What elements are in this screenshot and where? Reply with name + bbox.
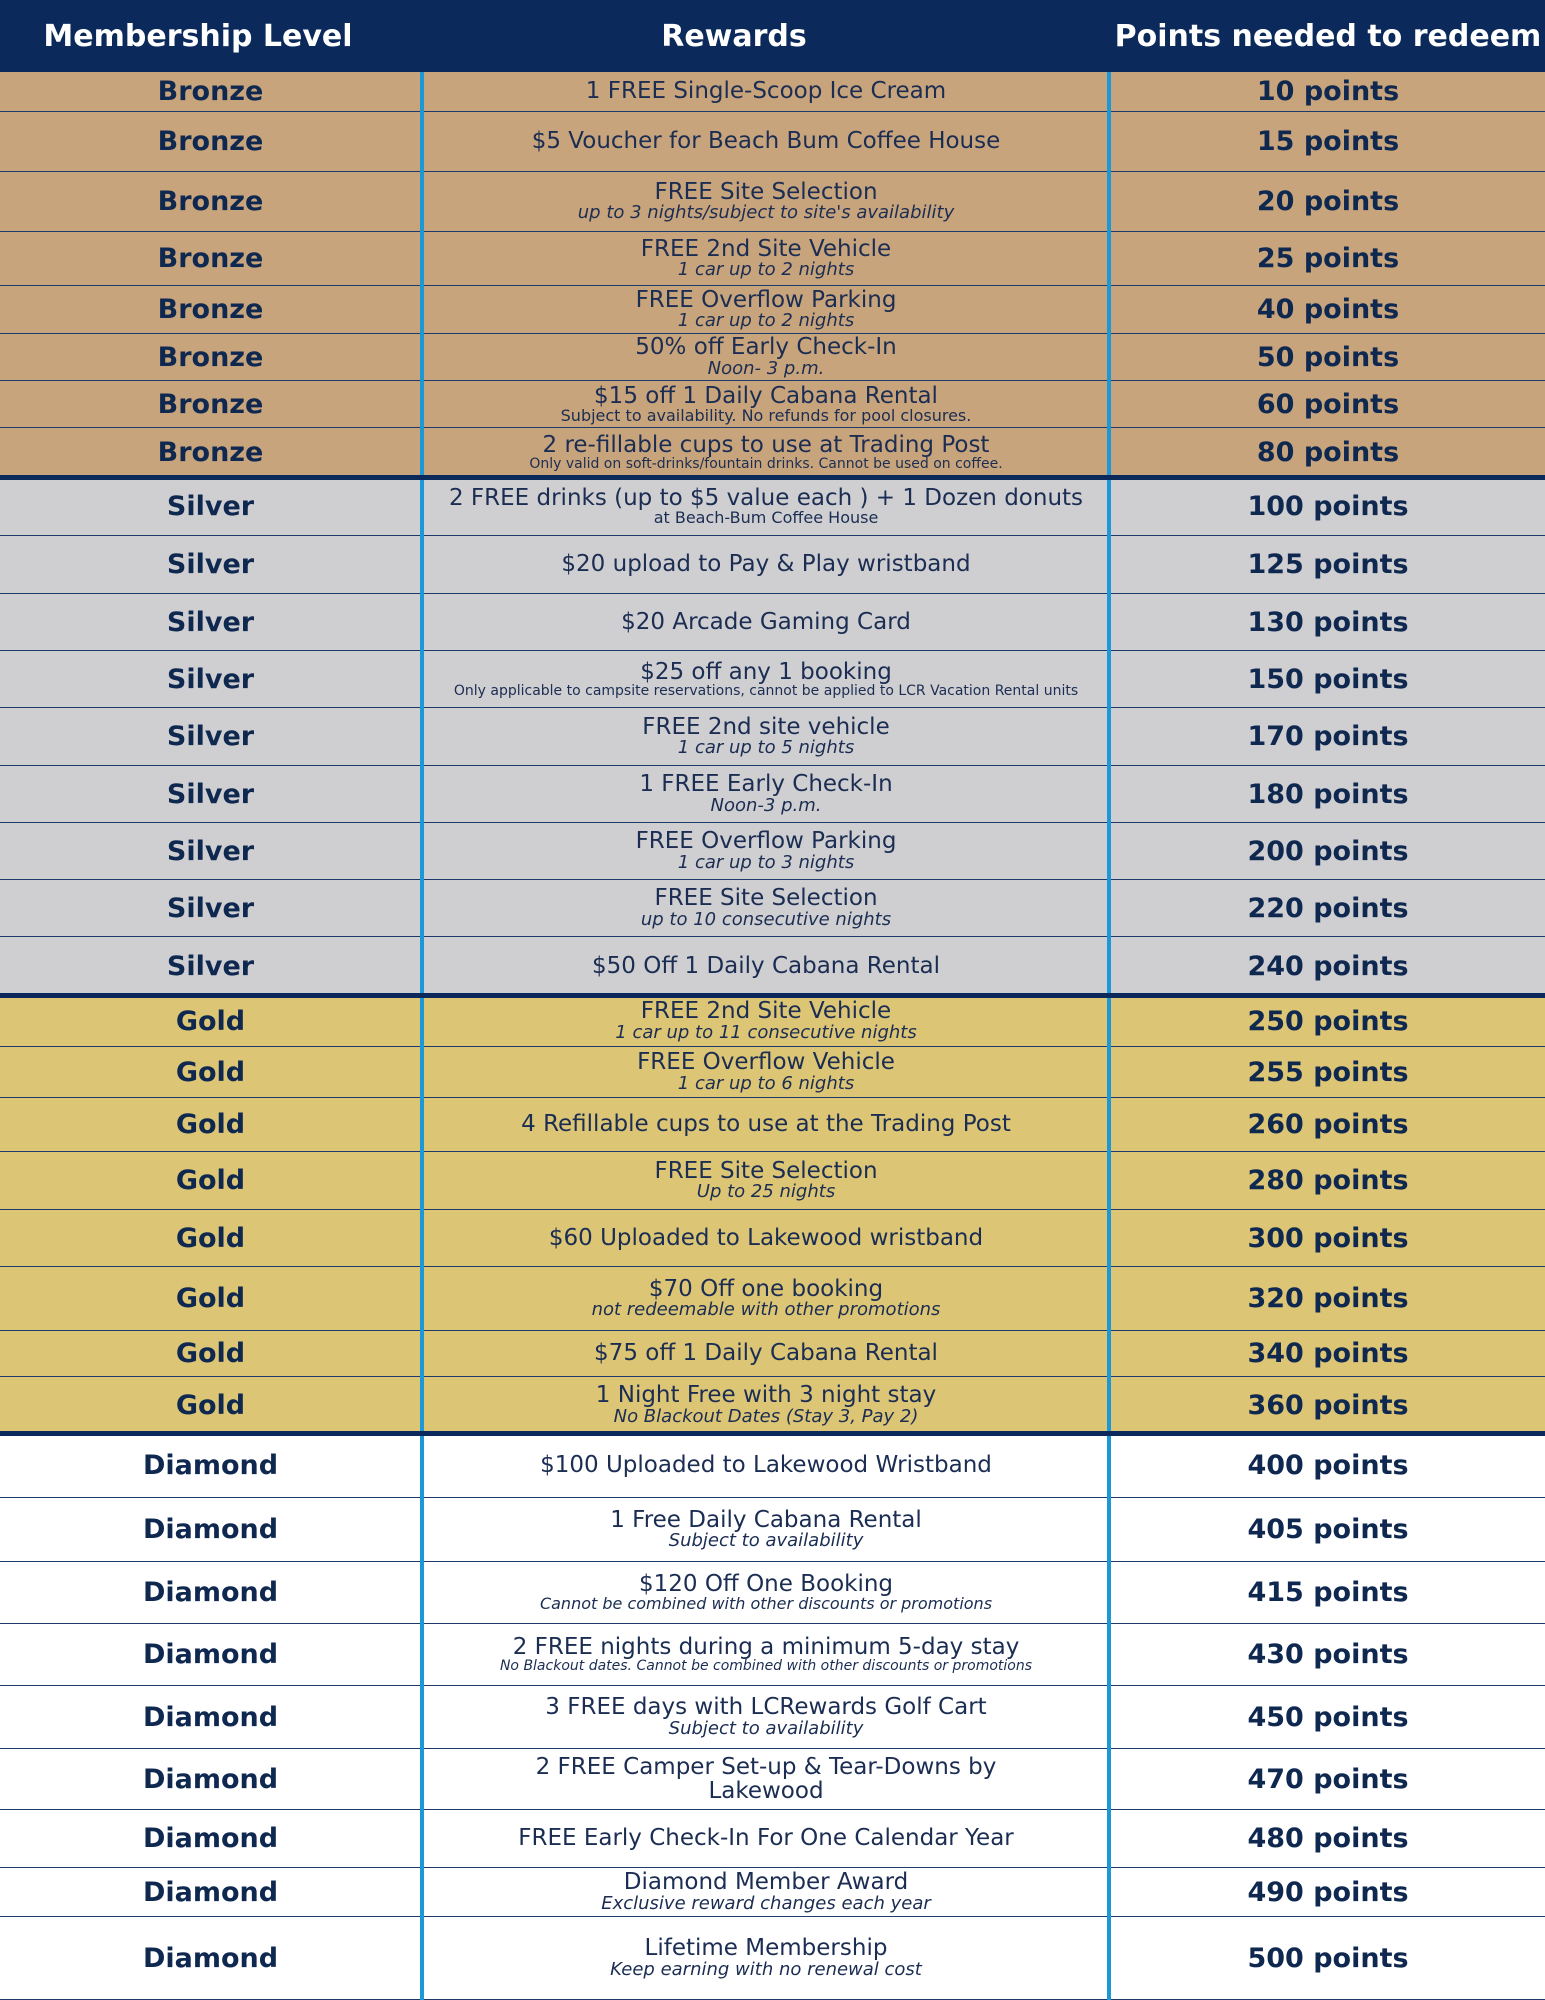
reward-note: 1 car up to 5 nights <box>677 737 855 759</box>
membership-level: Diamond <box>142 1701 279 1733</box>
reward-title: Lifetime Membership <box>644 1935 888 1962</box>
reward-cell <box>424 232 1108 285</box>
reward-note: Subject to availability. No refunds for pool closures. <box>560 405 972 425</box>
table-row <box>0 708 1545 766</box>
points-required: 100 points <box>1247 491 1409 522</box>
points-required: 470 points <box>1247 1763 1409 1795</box>
points-required: 430 points <box>1247 1639 1409 1670</box>
reward-cell <box>424 1810 1108 1867</box>
reward-cell <box>424 766 1108 822</box>
reward-note: No Blackout Dates (Stay 3, Pay 2) <box>613 1405 919 1427</box>
table-row <box>0 1098 1545 1152</box>
reward-cell <box>424 1047 1108 1097</box>
points-required: 180 points <box>1247 778 1409 810</box>
points-required: 360 points <box>1247 1389 1409 1421</box>
points-required: 450 points <box>1247 1701 1409 1733</box>
reward-cell <box>424 381 1108 427</box>
reward-cell <box>424 708 1108 765</box>
membership-level: Gold <box>175 1005 246 1037</box>
reward-title: Diamond Member Award <box>623 1869 909 1896</box>
membership-level: Gold <box>175 1222 246 1254</box>
points-required: 10 points <box>1256 76 1400 107</box>
reward-title: $70 Off one booking <box>648 1275 884 1302</box>
reward-note: 1 car up to 3 nights <box>677 851 855 873</box>
reward-cell <box>424 880 1108 936</box>
reward-title: FREE Overflow Parking <box>635 828 897 855</box>
reward-cell <box>424 286 1108 333</box>
reward-title: $20 upload to Pay & Play wristband <box>561 551 971 578</box>
table-row <box>0 428 1545 478</box>
table-row <box>0 72 1545 112</box>
reward-note: Only valid on soft-drinks/fountain drinks. Cannot be used on coffee. <box>529 456 1003 473</box>
reward-title: 2 FREE drinks (up to $5 value each ) + 1 Dozen donuts <box>448 485 1084 512</box>
reward-note: Lakewood <box>708 1778 824 1804</box>
points-required: 200 points <box>1247 835 1409 867</box>
membership-level: Silver <box>166 892 255 924</box>
points-required: 415 points <box>1247 1577 1409 1608</box>
reward-title: FREE 2nd site vehicle <box>642 713 890 740</box>
column-divider-right <box>1107 72 1111 2000</box>
points-required: 125 points <box>1247 549 1409 580</box>
membership-level: Gold <box>175 1389 246 1421</box>
reward-title: $5 Voucher for Beach Bum Coffee House <box>531 128 1001 155</box>
table-row <box>0 1267 1545 1331</box>
table-row <box>0 536 1545 594</box>
reward-cell <box>424 937 1108 995</box>
points-required: 320 points <box>1247 1283 1409 1314</box>
reward-note: not redeemable with other promotions <box>591 1299 941 1321</box>
points-required: 250 points <box>1247 1005 1409 1037</box>
reward-cell <box>424 72 1108 111</box>
reward-note: Subject to availability <box>668 1530 864 1552</box>
points-required: 280 points <box>1247 1165 1409 1196</box>
membership-level: Diamond <box>142 1450 279 1481</box>
membership-level: Bronze <box>157 294 264 325</box>
reward-title: $15 off 1 Daily Cabana Rental <box>594 382 938 409</box>
reward-title: FREE Overflow Parking <box>635 286 897 313</box>
header-points: Points needed to redeem <box>1114 18 1542 54</box>
points-required: 50 points <box>1256 341 1400 373</box>
points-required: 340 points <box>1247 1338 1409 1369</box>
reward-title: $100 Uploaded to Lakewood Wristband <box>540 1452 992 1479</box>
table-row <box>0 172 1545 232</box>
reward-note: No Blackout dates. Cannot be combined with other discounts or promotions <box>499 1658 1033 1675</box>
reward-cell <box>424 823 1108 879</box>
reward-note: Noon-3 p.m. <box>710 794 822 816</box>
reward-cell <box>424 1686 1108 1748</box>
table-row <box>0 880 1545 937</box>
reward-note: Up to 25 nights <box>696 1181 836 1203</box>
table-row <box>0 1047 1545 1098</box>
membership-level: Bronze <box>157 243 264 274</box>
reward-cell <box>424 1331 1108 1376</box>
reward-title: 2 re-fillable cups to use at Trading Post <box>542 432 990 459</box>
reward-title: $75 off 1 Daily Cabana Rental <box>594 1340 938 1367</box>
table-row <box>0 1210 1545 1267</box>
reward-cell <box>424 1152 1108 1209</box>
membership-level: Bronze <box>157 437 264 468</box>
reward-title: FREE 2nd Site Vehicle <box>640 998 892 1025</box>
points-required: 405 points <box>1247 1514 1409 1545</box>
table-row <box>0 1562 1545 1624</box>
membership-level: Silver <box>166 721 255 752</box>
table-row <box>0 1868 1545 1917</box>
reward-note: Subject to availability <box>668 1717 864 1739</box>
points-required: 255 points <box>1247 1056 1409 1088</box>
tier-separator-diamond <box>0 1431 1545 1436</box>
reward-note: up to 10 consecutive nights <box>640 908 892 930</box>
reward-cell <box>424 334 1108 380</box>
table-row <box>0 381 1545 428</box>
table-row <box>0 334 1545 381</box>
reward-cell <box>424 1868 1108 1916</box>
points-required: 490 points <box>1247 1876 1409 1908</box>
reward-title: $20 Arcade Gaming Card <box>621 608 911 635</box>
points-required: 130 points <box>1247 606 1409 638</box>
reward-note: 1 car up to 2 nights <box>677 310 855 332</box>
reward-cell <box>424 996 1108 1046</box>
reward-note: 1 car up to 11 consecutive nights <box>615 1021 917 1043</box>
reward-title: 1 Night Free with 3 night stay <box>595 1382 937 1409</box>
table-row <box>0 937 1545 996</box>
reward-cell <box>424 1098 1108 1151</box>
points-required: 150 points <box>1247 663 1409 695</box>
membership-level: Diamond <box>142 1639 279 1670</box>
reward-note: Exclusive reward changes each year <box>601 1892 931 1914</box>
membership-level: Silver <box>166 491 255 522</box>
reward-cell <box>424 478 1108 535</box>
table-row <box>0 651 1545 708</box>
reward-title: $25 off any 1 booking <box>640 658 892 685</box>
table-row <box>0 1377 1545 1434</box>
points-required: 300 points <box>1247 1222 1409 1254</box>
header-rewards: Rewards <box>661 18 807 54</box>
reward-title: 2 FREE nights during a minimum 5-day stay <box>512 1634 1020 1661</box>
reward-note: Cannot be combined with other discounts or promotions <box>539 1594 993 1614</box>
reward-title: FREE Site Selection <box>654 1157 878 1184</box>
reward-title: 3 FREE days with LCRewards Golf Cart <box>545 1694 987 1721</box>
membership-level: Gold <box>175 1338 246 1369</box>
reward-title: 1 FREE Single-Scoop Ice Cream <box>585 78 947 105</box>
membership-level: Silver <box>166 606 255 638</box>
points-required: 80 points <box>1256 437 1400 468</box>
table-row <box>0 1152 1545 1210</box>
reward-title: 50% off Early Check-In <box>635 334 897 361</box>
table-row <box>0 823 1545 880</box>
membership-level: Gold <box>175 1109 246 1140</box>
reward-note: at Beach-Bum Coffee House <box>653 508 879 528</box>
points-required: 400 points <box>1247 1450 1409 1481</box>
membership-level: Diamond <box>142 1876 279 1908</box>
reward-note: Noon- 3 p.m. <box>707 357 825 379</box>
points-required: 40 points <box>1256 294 1400 325</box>
reward-title: $60 Uploaded to Lakewood wristband <box>548 1224 984 1251</box>
reward-cell <box>424 1210 1108 1266</box>
reward-title: FREE Site Selection <box>654 885 878 912</box>
points-required: 220 points <box>1247 892 1409 924</box>
reward-note: Keep earning with no renewal cost <box>610 1958 922 1980</box>
table-row <box>0 594 1545 651</box>
reward-cell <box>424 594 1108 650</box>
points-required: 15 points <box>1256 126 1400 157</box>
points-required: 25 points <box>1256 243 1400 274</box>
membership-level: Diamond <box>142 1763 279 1795</box>
reward-cell <box>424 1749 1108 1809</box>
points-required: 260 points <box>1247 1109 1409 1140</box>
membership-level: Diamond <box>142 1514 279 1545</box>
reward-cell <box>424 112 1108 171</box>
reward-cell <box>424 1624 1108 1685</box>
reward-title: FREE Overflow Vehicle <box>637 1049 895 1076</box>
reward-cell <box>424 428 1108 477</box>
points-required: 480 points <box>1247 1823 1409 1854</box>
reward-cell <box>424 1377 1108 1433</box>
membership-level: Silver <box>166 663 255 695</box>
membership-level: Silver <box>166 835 255 867</box>
reward-title: $50 Off 1 Daily Cabana Rental <box>592 952 940 979</box>
reward-cell <box>424 536 1108 593</box>
reward-cell <box>424 1434 1108 1497</box>
membership-level: Silver <box>166 549 255 580</box>
reward-title: 4 Refillable cups to use at the Trading Post <box>521 1111 1011 1138</box>
reward-cell <box>424 1267 1108 1330</box>
reward-cell <box>424 1498 1108 1561</box>
reward-title: FREE Site Selection <box>654 178 878 205</box>
table-row <box>0 766 1545 823</box>
header-membership-level: Membership Level <box>43 18 353 54</box>
table-row <box>0 112 1545 172</box>
table-row <box>0 1749 1545 1810</box>
reward-title: $120 Off One Booking <box>638 1571 894 1598</box>
reward-cell <box>424 651 1108 707</box>
membership-level: Diamond <box>142 1577 279 1608</box>
reward-note: Only applicable to campsite reservations, cannot be applied to LCR Vacation Rental units <box>453 682 1079 699</box>
points-required: 60 points <box>1256 388 1400 420</box>
points-required: 240 points <box>1247 950 1409 982</box>
table-row <box>0 232 1545 286</box>
reward-title: FREE 2nd Site Vehicle <box>640 235 892 262</box>
reward-title: 1 FREE Early Check-In <box>639 771 893 798</box>
reward-title: 1 Free Daily Cabana Rental <box>610 1506 922 1533</box>
membership-level: Bronze <box>157 341 264 373</box>
membership-level: Diamond <box>142 1823 279 1854</box>
reward-note: 1 car up to 2 nights <box>677 259 855 281</box>
reward-cell <box>424 172 1108 231</box>
table-row <box>0 1686 1545 1749</box>
points-required: 170 points <box>1247 721 1409 752</box>
membership-level: Diamond <box>142 1942 279 1974</box>
table-row <box>0 1917 1545 2000</box>
table-header <box>0 0 1545 72</box>
membership-level: Bronze <box>157 186 264 217</box>
table-row <box>0 1810 1545 1868</box>
table-row <box>0 1624 1545 1686</box>
membership-level: Bronze <box>157 76 264 107</box>
membership-level: Gold <box>175 1165 246 1196</box>
table-row <box>0 1331 1545 1377</box>
table-row <box>0 996 1545 1047</box>
membership-level: Silver <box>166 950 255 982</box>
membership-level: Gold <box>175 1056 246 1088</box>
table-row <box>0 478 1545 536</box>
reward-note: 1 car up to 6 nights <box>677 1072 855 1094</box>
points-required: 20 points <box>1256 186 1400 217</box>
membership-level: Bronze <box>157 126 264 157</box>
reward-title: FREE Early Check-In For One Calendar Year <box>518 1825 1014 1852</box>
membership-level: Gold <box>175 1283 246 1314</box>
tier-separator-silver <box>0 475 1545 480</box>
reward-cell <box>424 1562 1108 1623</box>
reward-cell <box>424 1917 1108 1999</box>
column-divider-left <box>420 72 424 2000</box>
table-row <box>0 286 1545 334</box>
membership-level: Silver <box>166 778 255 810</box>
reward-note: up to 3 nights/subject to site's availability <box>577 202 955 224</box>
points-required: 500 points <box>1247 1942 1409 1974</box>
reward-title: 2 FREE Camper Set-up & Tear-Downs by <box>535 1753 997 1780</box>
membership-level: Bronze <box>157 388 264 420</box>
tier-separator-gold <box>0 993 1545 998</box>
table-row <box>0 1434 1545 1498</box>
table-row <box>0 1498 1545 1562</box>
